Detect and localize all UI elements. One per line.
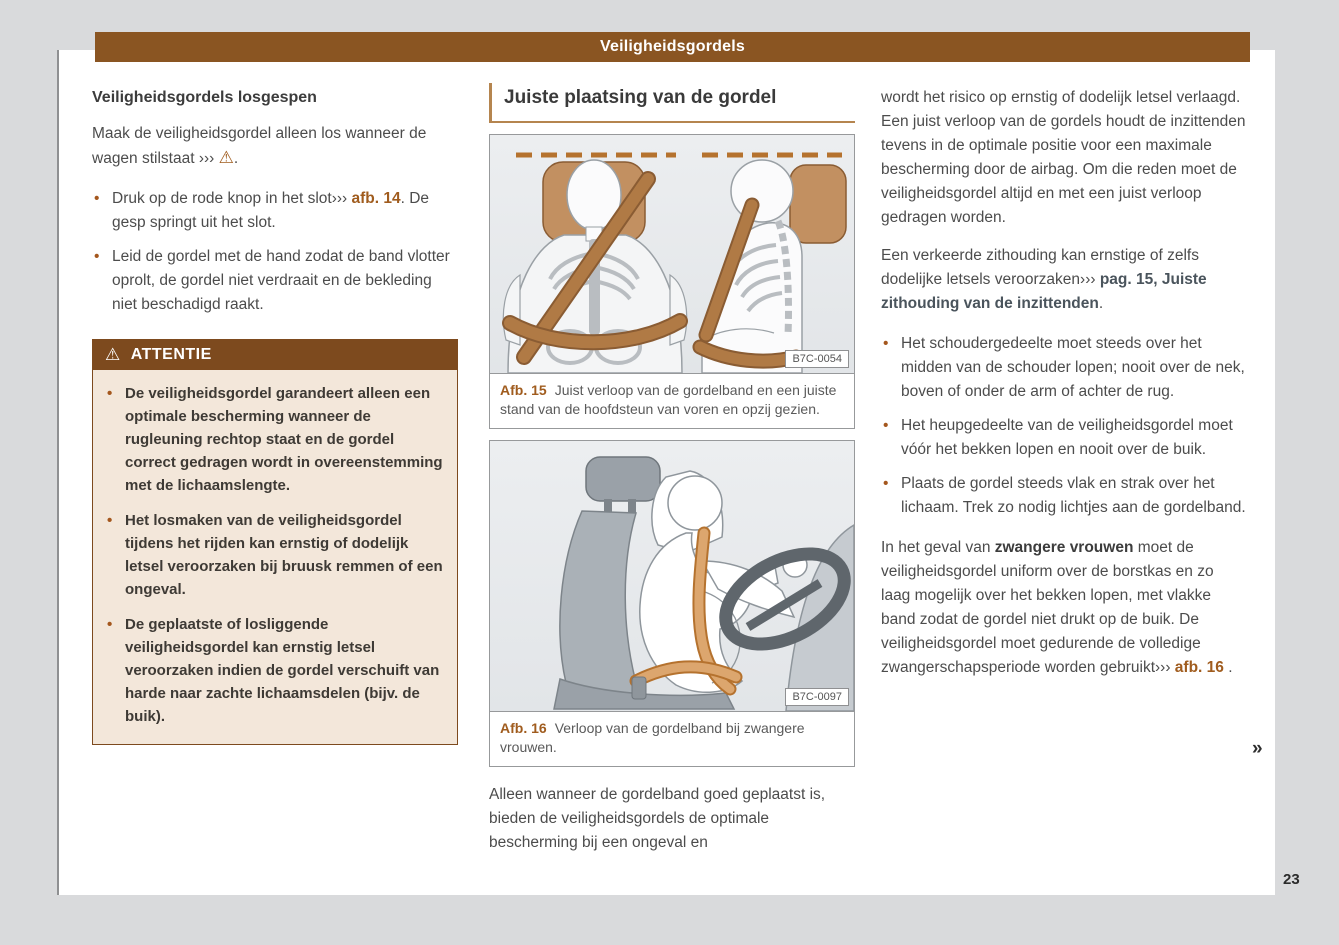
manual-page xyxy=(57,38,1275,895)
figure-15-code-label: B7C-0054 xyxy=(785,350,849,368)
figure-15 xyxy=(489,134,855,429)
attention-item: • Het losmaken van de veiligheidsgordel tijdens het rijden kan ernstig of dodelijk letsel veroorzaken bij bruusk remmen of een ongeval. xyxy=(107,509,443,601)
list-item: • Druk op de rode knop in het slot››› afb. 14. De gesp springt uit het slot. xyxy=(92,187,458,235)
figure-16-code-label: B7C-0097 xyxy=(785,688,849,706)
left-column xyxy=(92,86,458,745)
intro-paragraph: Maak de veiligheidsgordel alleen los wanneer de wagen stilstaat ››› ⚠. xyxy=(92,125,427,167)
continuation-mark: » xyxy=(1252,738,1263,759)
figure-16-caption-text: Verloop van de gordelband bij zwangere vrouwen. xyxy=(500,720,805,755)
chapter-title-bar xyxy=(95,32,1250,62)
right-column xyxy=(881,86,1247,694)
right-paragraph-3: In het geval van zwangere vrouwen moet de veiligheidsgordel uniform over de borstkas en zo laag mogelijk over het bekken lopen, met vlakke band zodat de gordel niet drukt op de buik. De veiligheidsgordel moet gedurende de volledige zwangerschapsperiode worden gebruikt››› afb. 16 . xyxy=(881,539,1233,676)
attention-warning-box xyxy=(92,339,458,745)
page-number: 23 xyxy=(1283,871,1300,888)
section-heading-losgespen: Veiligheidsgordels losgespen xyxy=(92,89,317,106)
warning-triangle-icon: ⚠ xyxy=(218,148,234,167)
figure-15-caption xyxy=(490,373,854,428)
figure-16-image xyxy=(490,441,854,711)
figure-15-caption-text: Juist verloop van de gordelband en een juiste stand van de hoofdsteun van voren en opzij gezien. xyxy=(500,382,837,417)
section-heading-juiste-plaatsing: Juiste plaatsing van de gordel xyxy=(489,83,855,123)
figure-16 xyxy=(489,440,855,767)
middle-column xyxy=(489,83,855,869)
list-item: • Het heupgedeelte van de veiligheidsgordel moet vóór het bekken lopen en nooit over de buik. xyxy=(881,414,1247,462)
middle-paragraph: Alleen wanneer de gordelband goed geplaatst is, bieden de veiligheidsgordels de optimale bescherming bij een ongeval en xyxy=(489,786,826,851)
warning-triangle-icon: ⚠ xyxy=(105,345,121,364)
attention-item: • De geplaatste of losliggende veiligheidsgordel kan ernstig letsel veroorzaken indien de gordel verschuift van harde naar zachte lichaamsdelen (bijv. de buik). xyxy=(107,613,443,728)
list-item: • Leid de gordel met de hand zodat de band vlotter oprolt, de gordel niet verdraait en de bekleding niet beschadigd raakt. xyxy=(92,245,458,317)
figure-16-caption xyxy=(490,711,854,766)
figure-16-label: Afb. 16 xyxy=(500,720,547,736)
list-item: • Het schoudergedeelte moet steeds over het midden van de schouder lopen; nooit over de nek, boven of onder de arm of achter de rug. xyxy=(881,332,1247,404)
pregnant-driver-illustration xyxy=(490,441,854,711)
figure-15-label: Afb. 15 xyxy=(500,382,547,398)
attention-header xyxy=(93,340,457,370)
right-paragraph-2: Een verkeerde zithouding kan ernstige of zelfs dodelijke letsels veroorzaken››› pag. 15, Juiste zithouding van de inzittenden. xyxy=(881,247,1207,312)
list-item: • Plaats de gordel steeds vlak en strak over het lichaam. Trek zo nodig lichtjes aan de gordelband. xyxy=(881,472,1247,520)
figure-15-image xyxy=(490,135,854,373)
right-bullet-list xyxy=(881,332,1247,520)
chapter-title: Veiligheidsgordels xyxy=(600,38,745,55)
right-paragraph-1: wordt het risico op ernstig of dodelijk letsel verlaagd. Een juist verloop van de gordels houdt de inzittenden tevens in de optimale positie voor een maximale bescherming door de airbag. Om die reden moet de veiligheidsgordel altijd en met een juist verloop gedragen worden. xyxy=(881,89,1246,226)
attention-body xyxy=(93,370,457,744)
attention-title: ATTENTIE xyxy=(130,346,212,363)
left-bullet-list xyxy=(92,187,458,317)
belt-routing-illustration xyxy=(490,135,854,373)
attention-item: • De veiligheidsgordel garandeert alleen een optimale bescherming wanneer de rugleuning rechtop staat en de gordel correct gedragen wordt in overeenstemming met de lichaamslengte. xyxy=(107,382,443,497)
